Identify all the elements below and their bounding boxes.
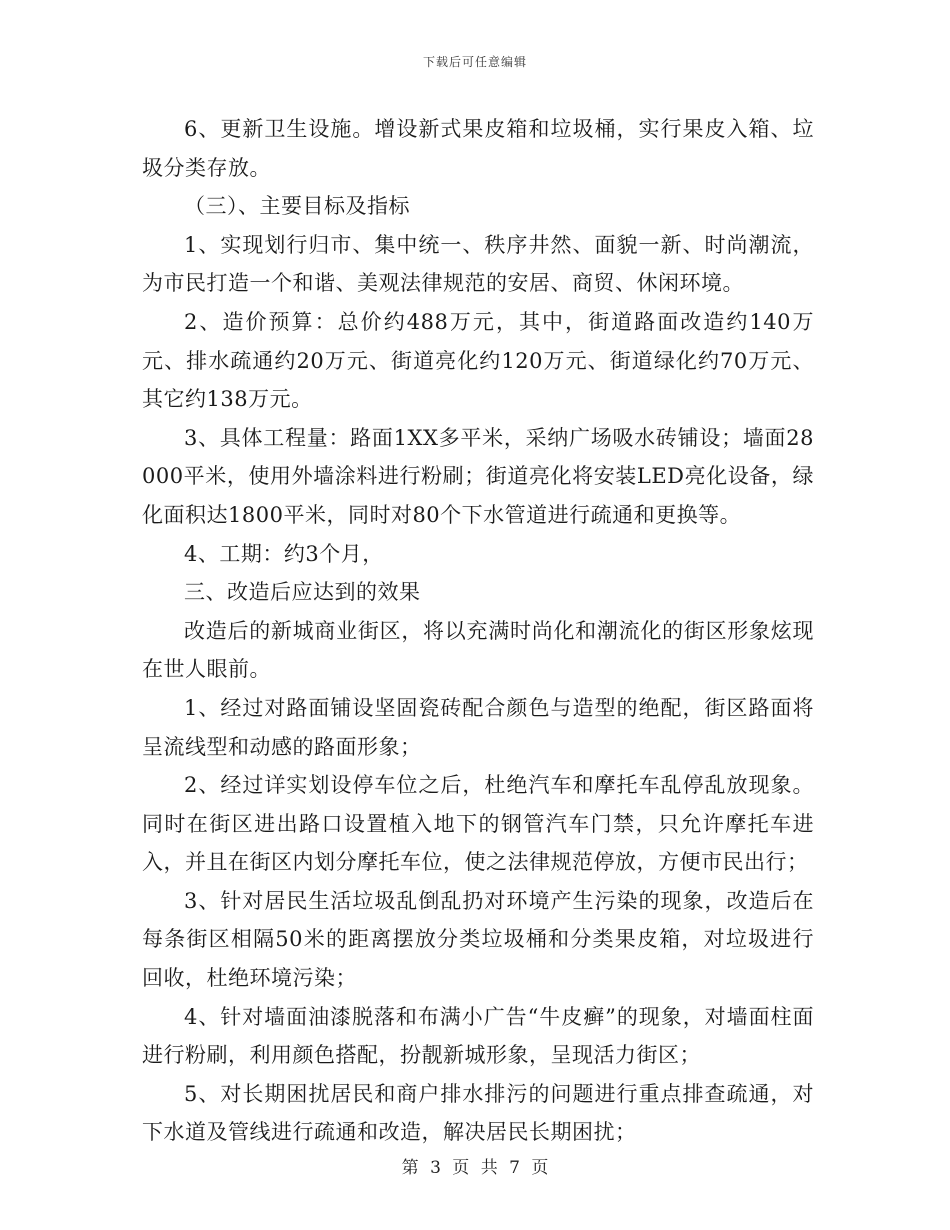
paragraph-goal-4-period: 4、工期：约3个月，: [184, 541, 384, 566]
section-heading-effects: 三、改造后应达到的效果: [184, 580, 421, 605]
paragraph-goal-2-budget: 2、造价预算：总价约488万元，其中，街道路面改造约140万元、排水疏通约20万元、街道亮化约120万元、街道绿化约70万元、其它约138万元。: [142, 309, 814, 412]
paragraph-effect-1: 1、经过对路面铺设坚固瓷砖配合颜色与造型的绝配，街区路面将呈流线型和动感的路面形象；: [142, 695, 814, 759]
paragraph-goal-3-quantity: 3、具体工程量：路面1XX多平米，采纳广场吸水砖铺设；墙面28000平米，使用外墙涂料进行粉刷；街道亮化将安装LED亮化设备，绿化面积达1800平米，同时对80个下水管道进行疏通和更换等。: [142, 425, 814, 527]
paragraph-effect-2: 2、经过详实划设停车位之后，杜绝汽车和摩托车乱停乱放现象。同时在街区进出路口设置植入地下的钢管汽车门禁，只允许摩托车进入，并且在街区内划分摩托车位，使之法律规范停放，方便市民出行；: [142, 773, 814, 875]
paragraph-effect-3: 3、针对居民生活垃圾乱倒乱扔对环境产生污染的现象，改造后在每条街区相隔50米的距离摆放分类垃圾桶和分类果皮箱，对垃圾进行回收，杜绝环境污染；: [142, 888, 814, 991]
paragraph-effect-5: 5、对长期困扰居民和商户排水排污的问题进行重点排查疏通，对下水道及管线进行疏通和改造，解决居民长期困扰；: [142, 1081, 814, 1145]
paragraph-effect-4: 4、针对墙面油漆脱落和布满小广告“牛皮癣”的现象，对墙面柱面进行粉刷，利用颜色搭配，扮靓新城形象，呈现活力街区；: [142, 1004, 814, 1068]
paragraph-effects-intro: 改造后的新城商业街区，将以充满时尚化和潮流化的街区形象炫现在世人眼前。: [142, 618, 814, 682]
paragraph-item-6: 6、更新卫生设施。增设新式果皮箱和垃圾桶，实行果皮入箱、垃圾分类存放。: [142, 117, 814, 180]
header-note: 下载后可任意编辑: [422, 55, 527, 69]
document-body: [142, 110, 814, 1152]
page-number-footer: 第 3 页 共 7 页: [401, 1158, 549, 1178]
section-heading-goals: （三）、主要目标及指标: [184, 194, 410, 219]
paragraph-goal-1: 1、实现划行归市、集中统一、秩序井然、面貌一新、时尚潮流，为市民打造一个和谐、美观法律规范的安居、商贸、休闲环境。: [142, 232, 814, 296]
